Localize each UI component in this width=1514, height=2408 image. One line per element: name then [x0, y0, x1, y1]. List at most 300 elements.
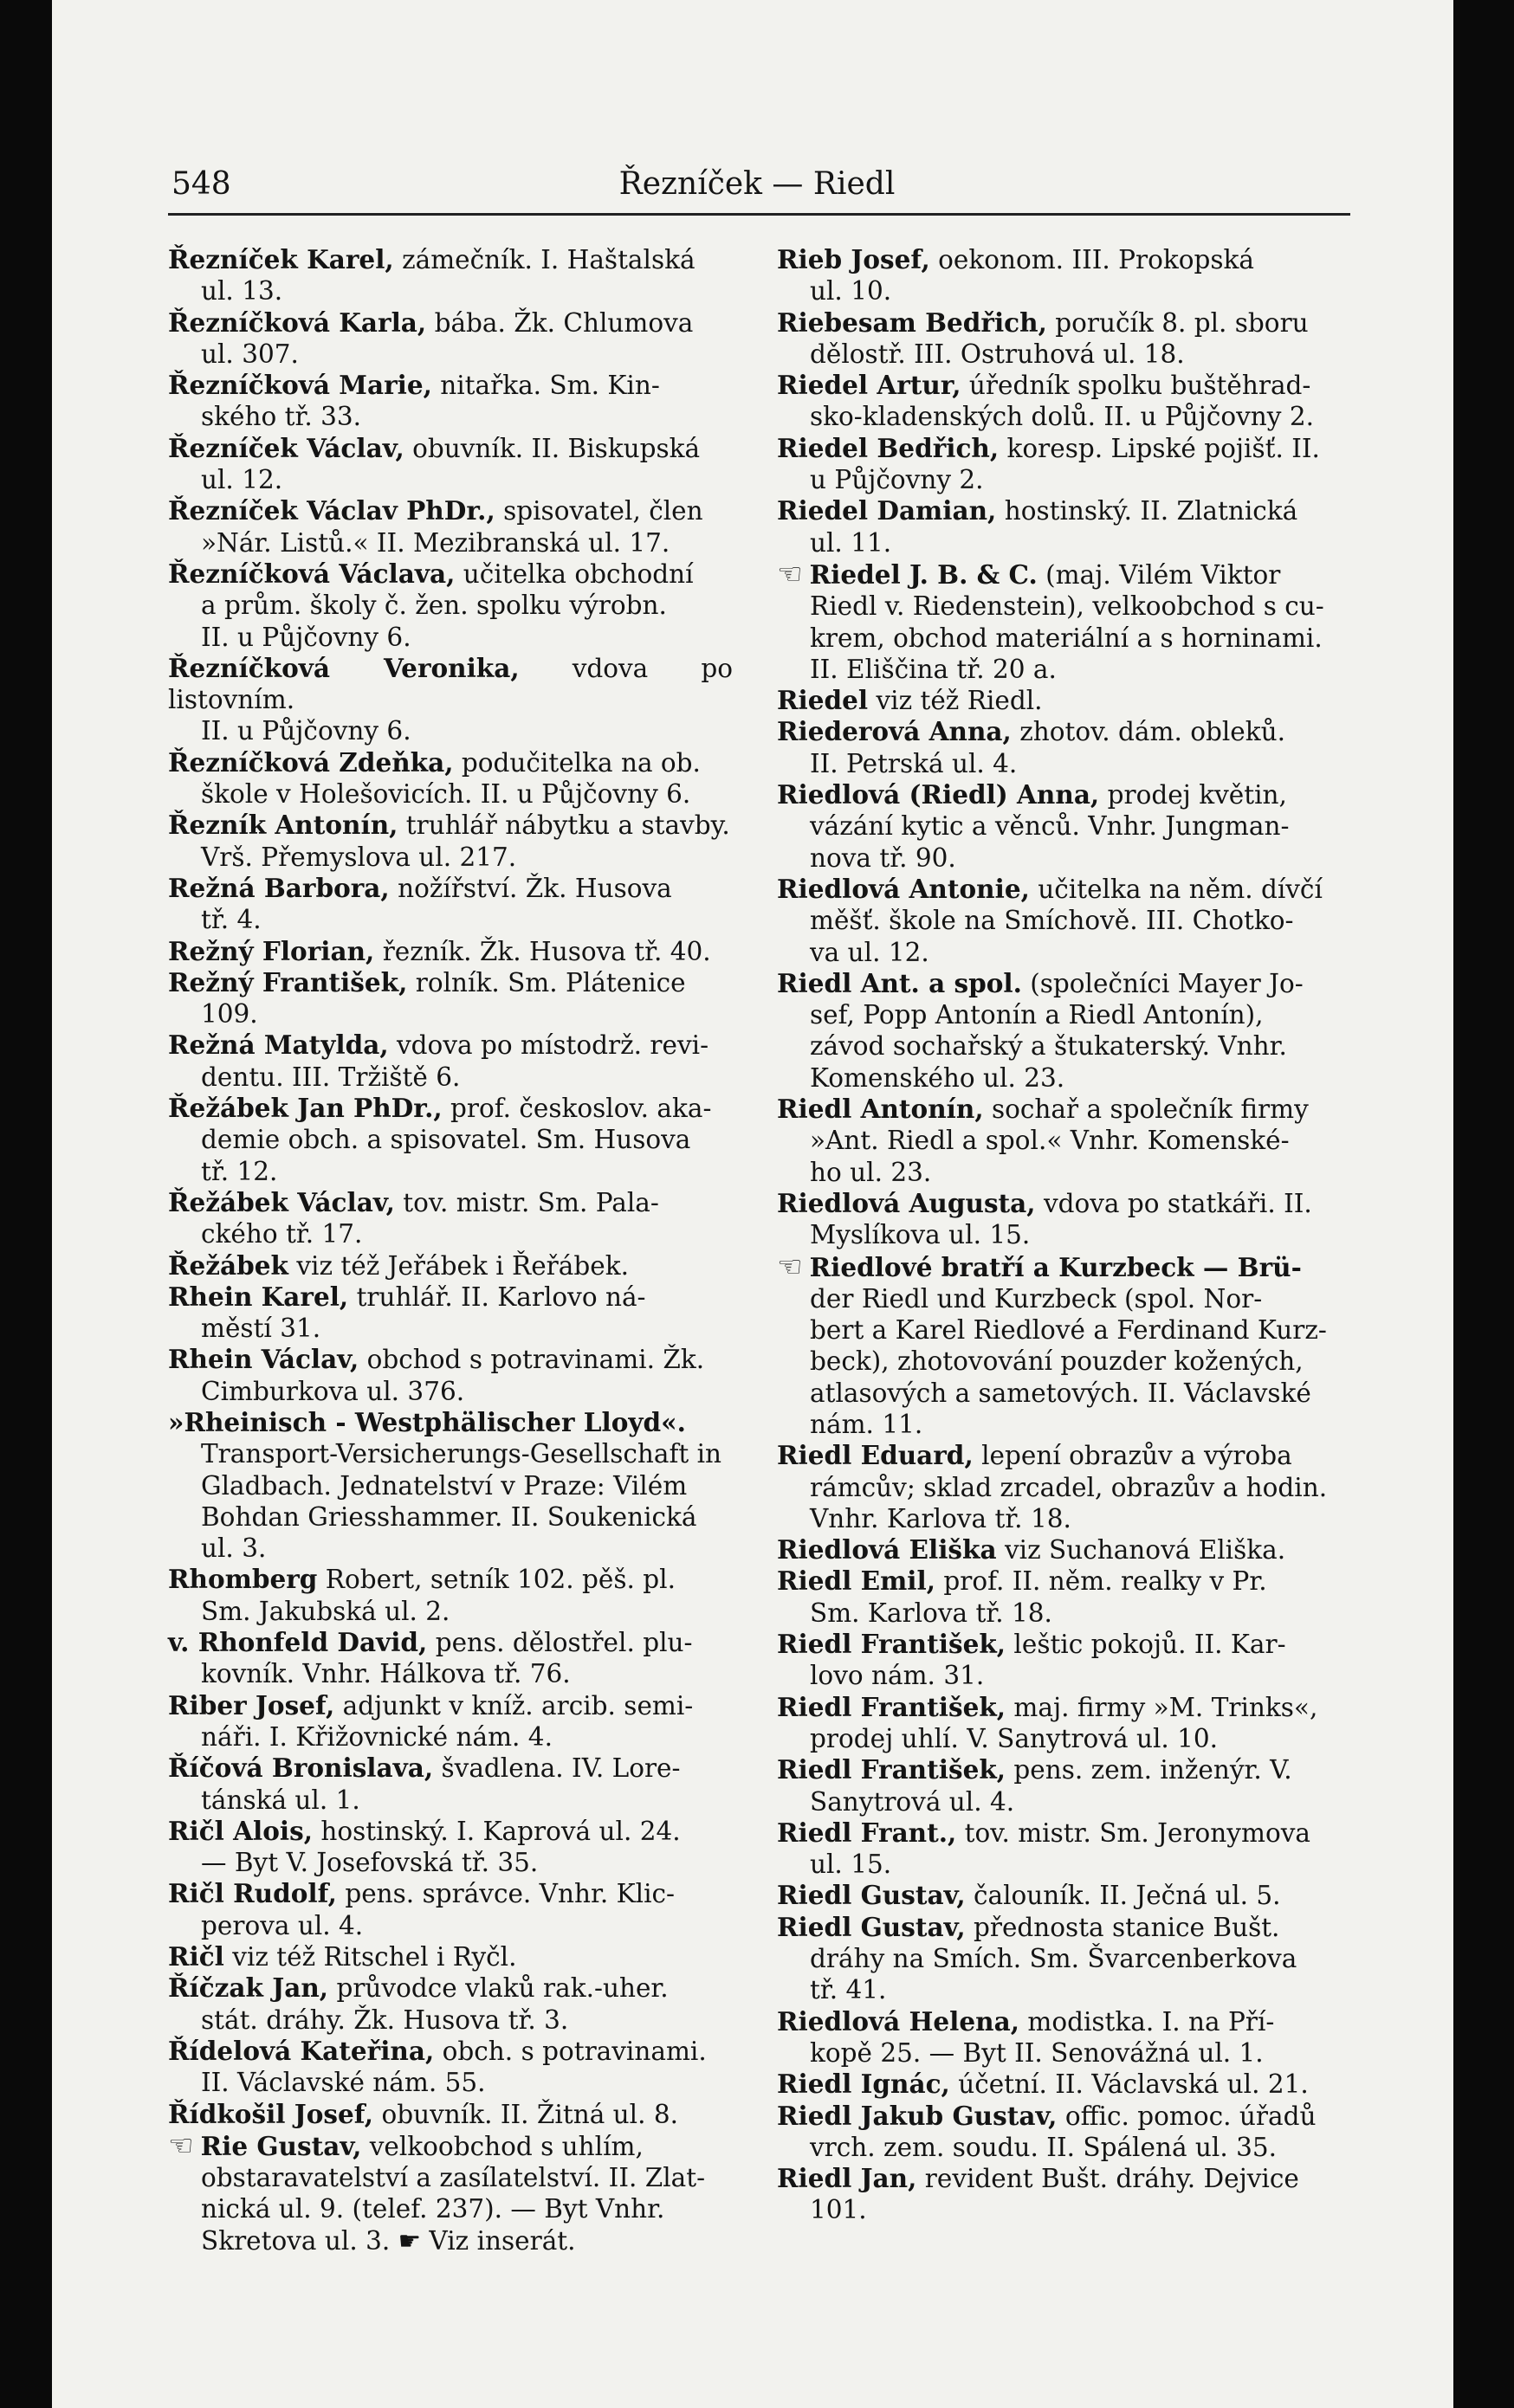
entry-name: Říčzak Jan, [168, 1972, 329, 2004]
entry-details: hostinský. II. Zlatnická [996, 496, 1298, 526]
directory-entry [168, 244, 733, 307]
directory-entry [777, 968, 1342, 1094]
entry-first-line [777, 1534, 1342, 1566]
entry-details: prodej květin, [1099, 780, 1287, 810]
entry-details: (společníci Mayer Jo- [1021, 968, 1304, 998]
entry-continuation-line: Transport-Versicherungs-Gesellschaft in [201, 1439, 722, 1469]
entry-name: v. Rhonfeld David, [168, 1627, 428, 1658]
entry-first-line [168, 307, 733, 339]
right-column [777, 244, 1342, 2226]
entry-details: obch. s potravinami. [434, 2036, 707, 2066]
directory-entry [168, 936, 733, 967]
entry-first-line [168, 1753, 733, 1784]
entry-continuation-line: Cimburkova ul. 376. [201, 1376, 465, 1406]
directory-entry [168, 1941, 733, 1972]
entry-details: truhlář nábytku a stavby. [398, 810, 730, 841]
entry-name: Řezníček Václav PhDr., [168, 495, 495, 526]
entry-details: offic. pomoc. úřadů [1057, 2101, 1317, 2131]
entry-first-line [777, 307, 1342, 339]
entry-name: Řezníčková Veronika, [168, 652, 520, 683]
entry-name: Řezníček Václav, [168, 432, 404, 463]
entry-continuation-line: atlasových a sametových. II. Václavské [810, 1378, 1311, 1408]
directory-entry [777, 244, 1342, 307]
entry-continuation-line: Vrš. Přemyslova ul. 217. [201, 842, 517, 872]
entry-first-line [777, 244, 1342, 275]
entry-name: Rie Gustav, [200, 2130, 362, 2161]
directory-entry [777, 495, 1342, 558]
directory-entry [777, 370, 1342, 433]
entry-name: Riedlové bratří a Kurzbeck — Brü- [809, 1251, 1302, 1282]
entry-details: Robert, setník 102. pěš. pl. [317, 1565, 676, 1595]
entry-continuation-line: demie obch. a spisovatel. Sm. Husova [201, 1125, 691, 1155]
entry-name: Riedel J. B. & C. [809, 558, 1038, 590]
entry-continuation-line: ho ul. 23. [810, 1157, 932, 1187]
entry-continuation-line: tř. 12. [201, 1156, 278, 1186]
entry-name: Riedl Gustav, [777, 1911, 966, 1942]
entry-first-line [168, 1030, 733, 1061]
header-rule [168, 213, 1350, 216]
entry-details: tov. mistr. Sm. Jeronymova [956, 1817, 1310, 1848]
entry-continuation-line: Bohdan Griesshammer. II. Soukenická [201, 1501, 697, 1532]
directory-entry [777, 2006, 1342, 2069]
entry-continuation-line: kovník. Vnhr. Hálkova tř. 76. [201, 1659, 571, 1689]
directory-entry [168, 1250, 733, 1281]
entry-name: Riedel Artur, [777, 370, 961, 401]
directory-entry [168, 307, 733, 371]
entry-first-line [777, 2101, 1342, 2132]
entry-details: pens. zem. inženýr. V. [1006, 1755, 1292, 1785]
entry-continuation-line: nám. 11. [810, 1409, 923, 1439]
entry-continuation-line: dentu. III. Tržiště 6. [201, 1062, 461, 1092]
entry-continuation-line: vrch. zem. soudu. II. Spálená ul. 35. [810, 2132, 1278, 2162]
entry-continuation-line: závod sochařský a štukaterský. Vnhr. [810, 1031, 1287, 1062]
entry-details: rolník. Sm. Plátenice [407, 967, 686, 997]
entry-name: Riederová Anna, [777, 716, 1012, 747]
entry-details: hostinský. I. Kaprová ul. 24. [313, 1816, 681, 1846]
directory-entry [777, 558, 1342, 685]
entry-details: obuvník. II. Žitná ul. 8. [373, 2099, 678, 2129]
entry-details: pens. dělostřel. plu- [427, 1628, 693, 1658]
entry-first-line [777, 1912, 1342, 1943]
entry-details: pens. správce. Vnhr. Klic- [336, 1879, 675, 1909]
entry-name: Řezníčková Zdeňka, [168, 746, 454, 778]
directory-entry [168, 1407, 733, 1564]
directory-entry [168, 1344, 733, 1407]
entry-first-line [777, 495, 1342, 526]
entry-continuation-line: ckého tř. 17. [201, 1219, 363, 1249]
entry-continuation-line: ul. 15. [810, 1850, 892, 1880]
directory-entry [777, 433, 1342, 496]
entry-continuation-line: »Ant. Riedl a spol.« Vnhr. Komenské- [810, 1126, 1290, 1156]
entry-first-line [168, 936, 733, 967]
entry-continuation-line: u Půjčovny 2. [810, 465, 984, 495]
entry-name: Riedlová (Riedl) Anna, [777, 779, 1100, 810]
entry-first-line [168, 653, 733, 716]
directory-entry [168, 1093, 733, 1187]
entry-continuation-line: krem, obchod materiální a s horninami. [810, 623, 1323, 653]
entry-name: Riedel Bedřich, [777, 432, 1000, 463]
entry-name: Riebesam Bedřich, [777, 307, 1047, 338]
entry-details: úředník spolku buštěhrad- [961, 371, 1311, 401]
entry-continuation-line: II. u Půjčovny 6. [201, 716, 411, 746]
directory-entry [777, 779, 1342, 874]
directory-entry [168, 1690, 733, 1753]
entry-continuation-line: II. u Půjčovny 6. [201, 622, 411, 652]
directory-entry [168, 1816, 733, 1879]
entry-name: Riedl Ant. a spol. [777, 967, 1022, 998]
entry-name: Řezníčková Marie, [168, 370, 432, 401]
entry-details: zámečník. I. Haštalská [393, 245, 696, 274]
entry-continuation-line: va ul. 12. [810, 937, 929, 967]
entry-continuation-line: Vnhr. Karlova tř. 18. [810, 1503, 1071, 1533]
entry-continuation-line: Myslíkova ul. 15. [810, 1220, 1031, 1250]
entry-first-line [168, 810, 733, 841]
entry-first-line [168, 2099, 733, 2130]
entry-continuation-line: stát. dráhy. Žk. Husova tř. 3. [201, 2005, 569, 2035]
entry-continuation-line: II. Václavské nám. 55. [201, 2068, 486, 2098]
entry-continuation-line: der Riedl und Kurzbeck (spol. Nor- [810, 1283, 1263, 1314]
entry-continuation-line: rámcův; sklad zrcadel, obrazův a hodin. [810, 1472, 1328, 1502]
entry-continuation-line: ul. 10. [810, 276, 892, 307]
entry-details: vdova po listovním. [168, 653, 733, 715]
entry-continuation-line: tř. 41. [810, 1975, 887, 2005]
directory-entry [168, 1753, 733, 1816]
entry-details: švadlena. IV. Lore- [433, 1753, 681, 1784]
entry-first-line [777, 685, 1342, 716]
entry-continuation-line: II. Petrská ul. 4. [810, 748, 1018, 778]
entry-continuation-line: tř. 4. [201, 905, 262, 935]
entry-first-line [777, 716, 1342, 747]
pointing-hand-icon: ☞ [777, 1249, 803, 1283]
entry-continuation-line: Sanytrová ul. 4. [810, 1786, 1015, 1817]
entry-name: Řezníček Karel, [168, 244, 394, 274]
directory-entry [777, 1566, 1342, 1629]
entry-first-line [168, 1941, 733, 1972]
entry-first-line [777, 1817, 1342, 1849]
entry-details: modistka. I. na Pří- [1019, 2006, 1275, 2037]
entry-name: Riedl Emil, [777, 1566, 935, 1597]
entry-details: (maj. Vilém Viktor [1037, 559, 1281, 590]
entry-name: Řežábek [168, 1249, 288, 1281]
entry-first-line [777, 1692, 1342, 1723]
entry-details: viz též Jeřábek i Řeřábek. [288, 1250, 629, 1281]
entry-name: Rieb Josef, [777, 244, 930, 274]
entry-first-line [777, 779, 1342, 810]
directory-entry [168, 495, 733, 558]
entry-first-line [168, 1564, 733, 1595]
entry-first-line [168, 1407, 733, 1438]
entry-continuation-line: 109. [201, 999, 258, 1030]
entry-details: čalouník. II. Ječná ul. 5. [965, 1881, 1281, 1911]
entry-name: Riedel Damian, [777, 495, 997, 526]
entry-details: přednosta stanice Bušt. [965, 1912, 1280, 1942]
entry-details: viz Suchanová Eliška. [996, 1535, 1286, 1566]
entry-first-line [168, 370, 733, 401]
entry-name: Řežábek Václav, [168, 1186, 395, 1217]
entry-name: Riedl Gustav, [777, 1880, 966, 1911]
entry-name: Řezník Antonín, [168, 810, 398, 841]
directory-entry [777, 1534, 1342, 1566]
directory-entry [168, 558, 733, 653]
directory-entry [168, 433, 733, 496]
directory-entry [168, 2036, 733, 2099]
entry-details: sochař a společník firmy [983, 1094, 1309, 1125]
entry-details: nožířství. Žk. Husova [389, 873, 672, 903]
directory-entry [777, 2163, 1342, 2226]
scan-border-right [1453, 0, 1514, 2408]
entry-continuation-line: Gladbach. Jednatelství v Praze: Vilém [201, 1470, 688, 1501]
entry-details: vdova po statkáři. II. [1035, 1188, 1312, 1218]
entry-continuation-line: perova ul. 4. [201, 1910, 364, 1940]
entry-details: řezník. Žk. Husova tř. 40. [374, 936, 711, 966]
entry-continuation-line: sko-kladenských dolů. II. u Půjčovny 2. [810, 402, 1314, 432]
entry-name: Řezníčková Karla, [168, 307, 427, 338]
directory-entry [777, 1912, 1342, 2006]
entry-first-line [777, 2163, 1342, 2194]
entry-continuation-line: — Byt V. Josefovská tř. 35. [201, 1848, 539, 1878]
directory-entry [777, 685, 1342, 716]
directory-entry [777, 1754, 1342, 1817]
entry-name: Riedlová Eliška [777, 1534, 997, 1566]
entry-name: Riedl František, [777, 1691, 1006, 1722]
directory-entry [777, 2069, 1342, 2100]
pointing-hand-icon: ☞ [168, 2127, 194, 2162]
entry-first-line [777, 1251, 1342, 1283]
directory-entry [168, 747, 733, 810]
entry-details: viz též Ritschel i Ryčl. [223, 1942, 517, 1972]
entry-name: Režný Florian, [168, 935, 375, 966]
directory-entry [168, 1281, 733, 1345]
directory-entry [777, 1440, 1342, 1534]
entry-details: velkoobchod s uhlím, [361, 2131, 644, 2161]
entry-first-line [777, 968, 1342, 999]
entry-continuation-line: Komenského ul. 23. [810, 1062, 1065, 1093]
entry-name: Riedl František, [777, 1754, 1006, 1785]
directory-entry [168, 2099, 733, 2130]
entry-continuation-line: »Nár. Listů.« II. Mezibranská ul. 17. [201, 527, 670, 558]
directory-entry [777, 716, 1342, 779]
entry-continuation-line: ul. 3. [201, 1533, 267, 1564]
entry-name: Rhein Karel, [168, 1281, 349, 1312]
entry-continuation-line: ul. 12. [201, 465, 283, 495]
entry-name: Režná Barbora, [168, 872, 390, 903]
entry-continuation-line: vázání kytic a věnců. Vnhr. Jungman- [810, 811, 1290, 842]
directory-entry [777, 307, 1342, 371]
directory-entry [777, 2101, 1342, 2164]
entry-name: Režná Matylda, [168, 1030, 389, 1061]
entry-continuation-line: ul. 307. [201, 339, 299, 369]
entry-details: leštic pokojů. II. Kar- [1006, 1630, 1286, 1660]
entry-first-line [168, 873, 733, 904]
directory-entry [168, 1187, 733, 1250]
entry-details: obuvník. II. Biskupská [404, 433, 701, 463]
entry-first-line [168, 1972, 733, 2004]
entry-name: Rhein Václav, [168, 1344, 359, 1375]
entry-first-line [168, 1093, 733, 1124]
entry-name: Řídkošil Josef, [168, 2098, 374, 2129]
entry-details: učitelka na něm. dívčí [1029, 874, 1323, 904]
entry-first-line [168, 1250, 733, 1281]
directory-entry [168, 653, 733, 747]
entry-name: Řežábek Jan PhDr., [168, 1093, 443, 1124]
entry-name: Riedlová Augusta, [777, 1187, 1036, 1218]
entry-first-line [168, 244, 733, 275]
entry-name: Režný František, [168, 966, 408, 997]
page-number: 548 [171, 166, 231, 202]
running-header: Řezníček — Riedl [618, 166, 896, 202]
entry-continuation-line: beck), zhotovování pouzder kožených, [810, 1346, 1304, 1377]
entry-details: tov. mistr. Sm. Pala- [394, 1187, 659, 1217]
entry-continuation-line: náři. I. Křižovnické nám. 4. [201, 1721, 553, 1752]
entry-name: Ričl Alois, [168, 1815, 314, 1846]
entry-details: vdova po místodrž. revi- [388, 1030, 709, 1061]
entry-first-line [168, 1690, 733, 1721]
entry-details: učitelka obchodní [455, 558, 694, 589]
entry-first-line [777, 1094, 1342, 1125]
entry-first-line [777, 874, 1342, 905]
entry-first-line [168, 433, 733, 464]
entry-name: »Rheinisch - Westphälischer Lloyd«. [168, 1406, 686, 1437]
entry-first-line [777, 433, 1342, 464]
entry-continuation-line: sef, Popp Antonín a Riedl Antonín), [810, 1000, 1264, 1030]
entry-details: truhlář. II. Karlovo ná- [348, 1281, 646, 1312]
entry-name: Riedlová Antonie, [777, 873, 1030, 904]
entry-name: Riber Josef, [168, 1689, 335, 1720]
scan-border-left [0, 0, 52, 2408]
entry-first-line [168, 747, 733, 778]
directory-entry [168, 810, 733, 873]
entry-continuation-line: II. Eliščina tř. 20 a. [810, 654, 1057, 684]
entry-details: prof. II. něm. realky v Pr. [935, 1566, 1267, 1597]
entry-name: Ričl [168, 1941, 224, 1972]
directory-entry [777, 1880, 1342, 1911]
entry-name: Riedlová Helena, [777, 2005, 1019, 2037]
entry-first-line [777, 1440, 1342, 1471]
entry-continuation-line: ul. 11. [810, 527, 892, 558]
entry-first-line [168, 1281, 733, 1313]
directory-entry [777, 1629, 1342, 1692]
entry-first-line [168, 1816, 733, 1847]
entry-details: obchod s potravinami. Žk. [359, 1345, 705, 1375]
entry-first-line [168, 1878, 733, 1909]
entry-continuation-line: lovo nám. 31. [810, 1661, 985, 1691]
entry-continuation-line: nická ul. 9. (telef. 237). — Byt Vnhr. [201, 2194, 665, 2224]
entry-details: poručík 8. pl. sboru [1046, 307, 1309, 338]
entry-continuation-line: Sm. Karlova tř. 18. [810, 1598, 1052, 1628]
entry-details: oekonom. III. Prokopská [929, 245, 1254, 274]
entry-continuation-line: prodej uhlí. V. Sanytrová ul. 10. [810, 1723, 1219, 1753]
directory-entry [168, 1972, 733, 2036]
entry-continuation-line: ul. 13. [201, 276, 283, 307]
entry-first-line [777, 1188, 1342, 1219]
entry-continuation-line: nova tř. 90. [810, 842, 956, 873]
entry-details: bába. Žk. Chlumova [426, 307, 694, 338]
entry-first-line [777, 1754, 1342, 1785]
directory-entry [777, 1094, 1342, 1188]
entry-name: Říčová Bronislava, [168, 1753, 434, 1784]
entry-name: Riedl Antonín, [777, 1094, 984, 1125]
entry-continuation-line: a prům. školy č. žen. spolku výrobn. [201, 591, 667, 621]
left-column [168, 244, 733, 2256]
entry-name: Riedel [777, 685, 869, 716]
entry-details: viz též Riedl. [868, 686, 1043, 716]
directory-entry [168, 967, 733, 1030]
directory-entry [777, 1188, 1342, 1251]
directory-entry [168, 1564, 733, 1627]
entry-details: koresp. Lipské pojišť. II. [999, 433, 1320, 463]
entry-first-line [777, 1629, 1342, 1660]
directory-entry [777, 1817, 1342, 1881]
entry-continuation-line: měšť. škole na Smíchově. III. Chotko- [810, 906, 1294, 936]
entry-details: maj. firmy »M. Trinks«, [1006, 1692, 1318, 1722]
directory-entry [777, 874, 1342, 968]
entry-first-line [168, 495, 733, 526]
pointing-hand-icon: ☞ [777, 556, 803, 591]
entry-name: Ričl Rudolf, [168, 1878, 337, 1909]
entry-name: Riedl František, [777, 1629, 1006, 1660]
entry-details: průvodce vlaků rak.-uher. [328, 1973, 669, 2004]
entry-continuation-line: Skretova ul. 3. ☛ Viz inserát. [201, 2225, 576, 2256]
entry-continuation-line: bert a Karel Riedlové a Ferdinand Kurz- [810, 1315, 1327, 1346]
entry-first-line [777, 2069, 1342, 2100]
directory-entry [168, 2127, 733, 2256]
entry-details: účetní. II. Václavská ul. 21. [949, 2069, 1309, 2100]
entry-first-line [777, 2006, 1342, 2037]
entry-first-line [777, 1566, 1342, 1597]
entry-details: lepení obrazův a výroba [973, 1441, 1292, 1471]
directory-entry [168, 873, 733, 936]
directory-entry [168, 1030, 733, 1093]
entry-details: nitařka. Sm. Kin- [431, 371, 660, 401]
entry-continuation-line: dělostř. III. Ostruhová ul. 18. [810, 339, 1185, 369]
entry-continuation-line: městí 31. [201, 1314, 321, 1344]
entry-details: podučitelka na ob. [453, 747, 701, 778]
entry-first-line [168, 2036, 733, 2067]
entry-continuation-line: Sm. Jakubská ul. 2. [201, 1596, 450, 1626]
entry-continuation-line: 101. [810, 2195, 867, 2225]
entry-first-line [168, 967, 733, 998]
entry-first-line [168, 1627, 733, 1658]
directory-entry [777, 1251, 1342, 1441]
entry-first-line [777, 1880, 1342, 1911]
entry-first-line [777, 370, 1342, 401]
entry-first-line [168, 558, 733, 590]
entry-continuation-line: dráhy na Smích. Sm. Švarcenberkova [810, 1944, 1297, 1974]
entry-name: Riedl Jan, [777, 2163, 917, 2194]
entry-first-line [168, 1187, 733, 1218]
entry-name: Riedl Ignác, [777, 2069, 950, 2100]
entry-continuation-line: kopě 25. — Byt II. Senovážná ul. 1. [810, 2037, 1264, 2068]
entry-continuation-line: škole v Holešovicích. II. u Půjčovny 6. [201, 779, 691, 810]
entry-details: prof. českoslov. aka- [442, 1094, 712, 1124]
directory-entry [168, 1627, 733, 1690]
entry-continuation-line: ského tř. 33. [201, 402, 361, 432]
directory-entry [168, 1878, 733, 1941]
entry-continuation-line: tánská ul. 1. [201, 1785, 360, 1815]
entry-first-line [168, 2127, 733, 2162]
directory-entry [168, 370, 733, 433]
entry-continuation-line: obstaravatelství a zasílatelství. II. Zlat- [201, 2163, 706, 2193]
entry-details: adjunkt v kníž. arcib. semi- [334, 1690, 694, 1720]
entry-name: Řezníčková Václava, [168, 558, 456, 589]
entry-name: Riedl Eduard, [777, 1440, 974, 1471]
entry-first-line [777, 558, 1342, 591]
entry-details: revident Bušt. dráhy. Dejvice [916, 2164, 1299, 2194]
entry-details: spisovatel, člen [495, 496, 703, 526]
entry-name: Riedl Frant., [777, 1817, 957, 1848]
entry-continuation-line: Riedl v. Riedenstein), velkoobchod s cu- [810, 591, 1324, 622]
entry-name: Riedl Jakub Gustav, [777, 2100, 1058, 2131]
